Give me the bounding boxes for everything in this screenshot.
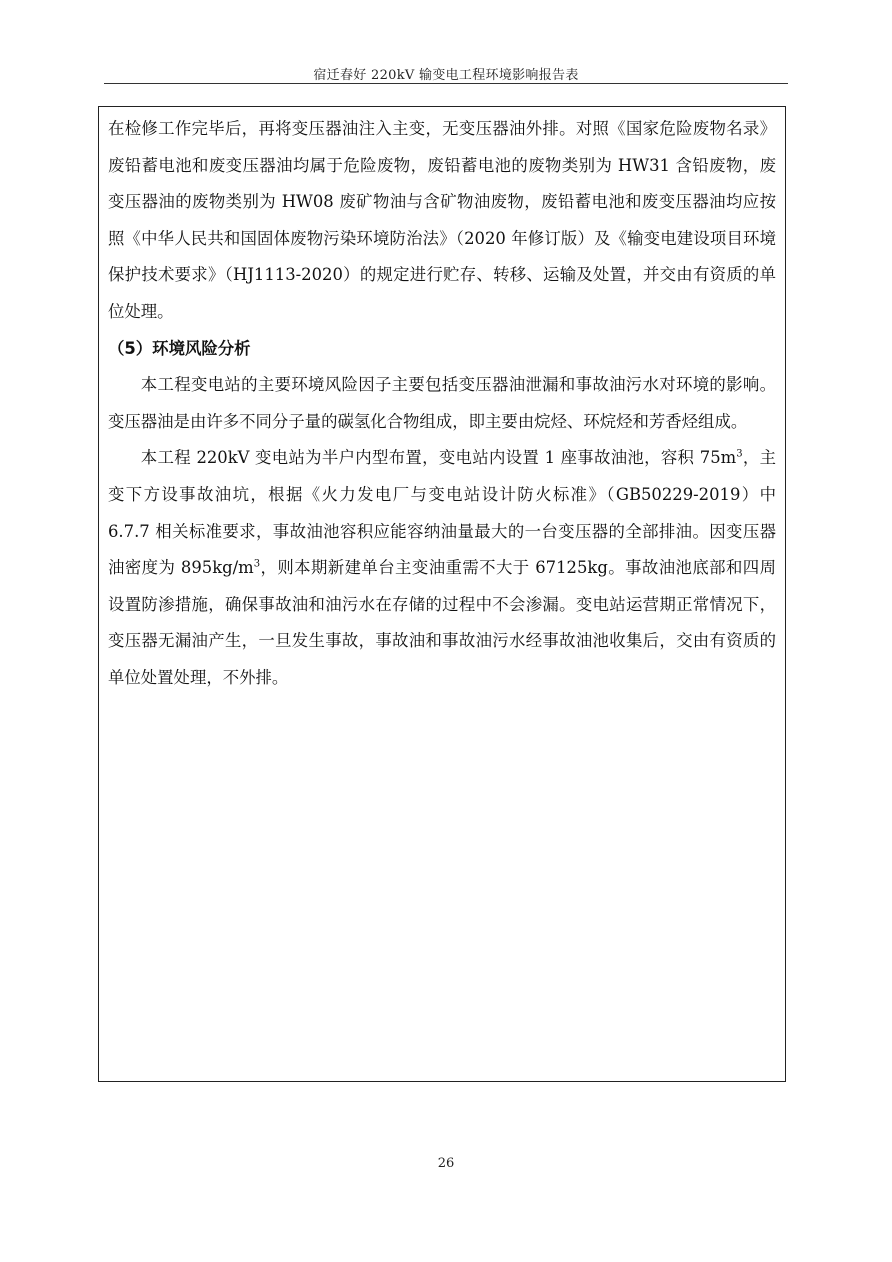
paragraph-text-segment: ，主变下方设事故油坑，根据《火力发电厂与变电站设计防火标准》（GB50229-2019）中 6.7.7 相关标准要求，事故油池容积应能容纳油量最大的一台变压器的全部排油。因变压器油密度为 895kg/m bbox=[108, 448, 776, 578]
paragraph-risk-factors: 本工程变电站的主要环境风险因子主要包括变压器油泄漏和事故油污水对环境的影响。变压器油是由许多不同分子量的碳氢化合物组成，即主要由烷烃、环烷烃和芳香烃组成。 bbox=[108, 375, 776, 431]
paragraph-text-segment: ，则本期新建单台主变油重需不大于 67125kg。事故油池底部和四周设置防渗措施，确保事故油和油污水在存储的过程中不会渗漏。变电站运营期正常情况下，变压器无漏油产生，一旦发生事故，事故油和事故油污水经事故油池收集后，交由有资质的单位处置处理，不外排。 bbox=[108, 558, 777, 687]
paragraph-waste-oil-disposal: 在检修工作完毕后，再将变压器油注入主变，无变压器油外排。对照《国家危险废物名录》废铅蓄电池和废变压器油均属于危险废物，废铅蓄电池的废物类别为 HW31 含铅废物，废变压器油的废物类别为 HW08 废矿物油与含矿物油废物，废铅蓄电池和废变压器油均应按照《中华人民共和国固体废物污染环境防治法》（2020 年修订版）及《输变电建设项目环境保护技术要求》（HJ1113-2020）的规定进行贮存、转移、运输及处置，并交由有资质的单位处理。 bbox=[108, 119, 776, 321]
paragraph-accident-oil-pool bbox=[108, 440, 776, 696]
superscript-cubic: 3 bbox=[736, 448, 743, 460]
superscript-cubic: 3 bbox=[253, 558, 261, 570]
header-divider bbox=[104, 83, 788, 84]
page-number: 26 bbox=[437, 1156, 455, 1171]
section-heading-risk-analysis: （5）环境风险分析 bbox=[108, 338, 251, 358]
content-frame bbox=[98, 106, 786, 1082]
paragraph-text-segment: 本工程 220kV 变电站为半户内型布置，变电站内设置 1 座事故油池，容积 75m bbox=[140, 448, 737, 468]
page-header-title: 宿迁春好 220kV 输变电工程环境影响报告表 bbox=[313, 68, 579, 83]
